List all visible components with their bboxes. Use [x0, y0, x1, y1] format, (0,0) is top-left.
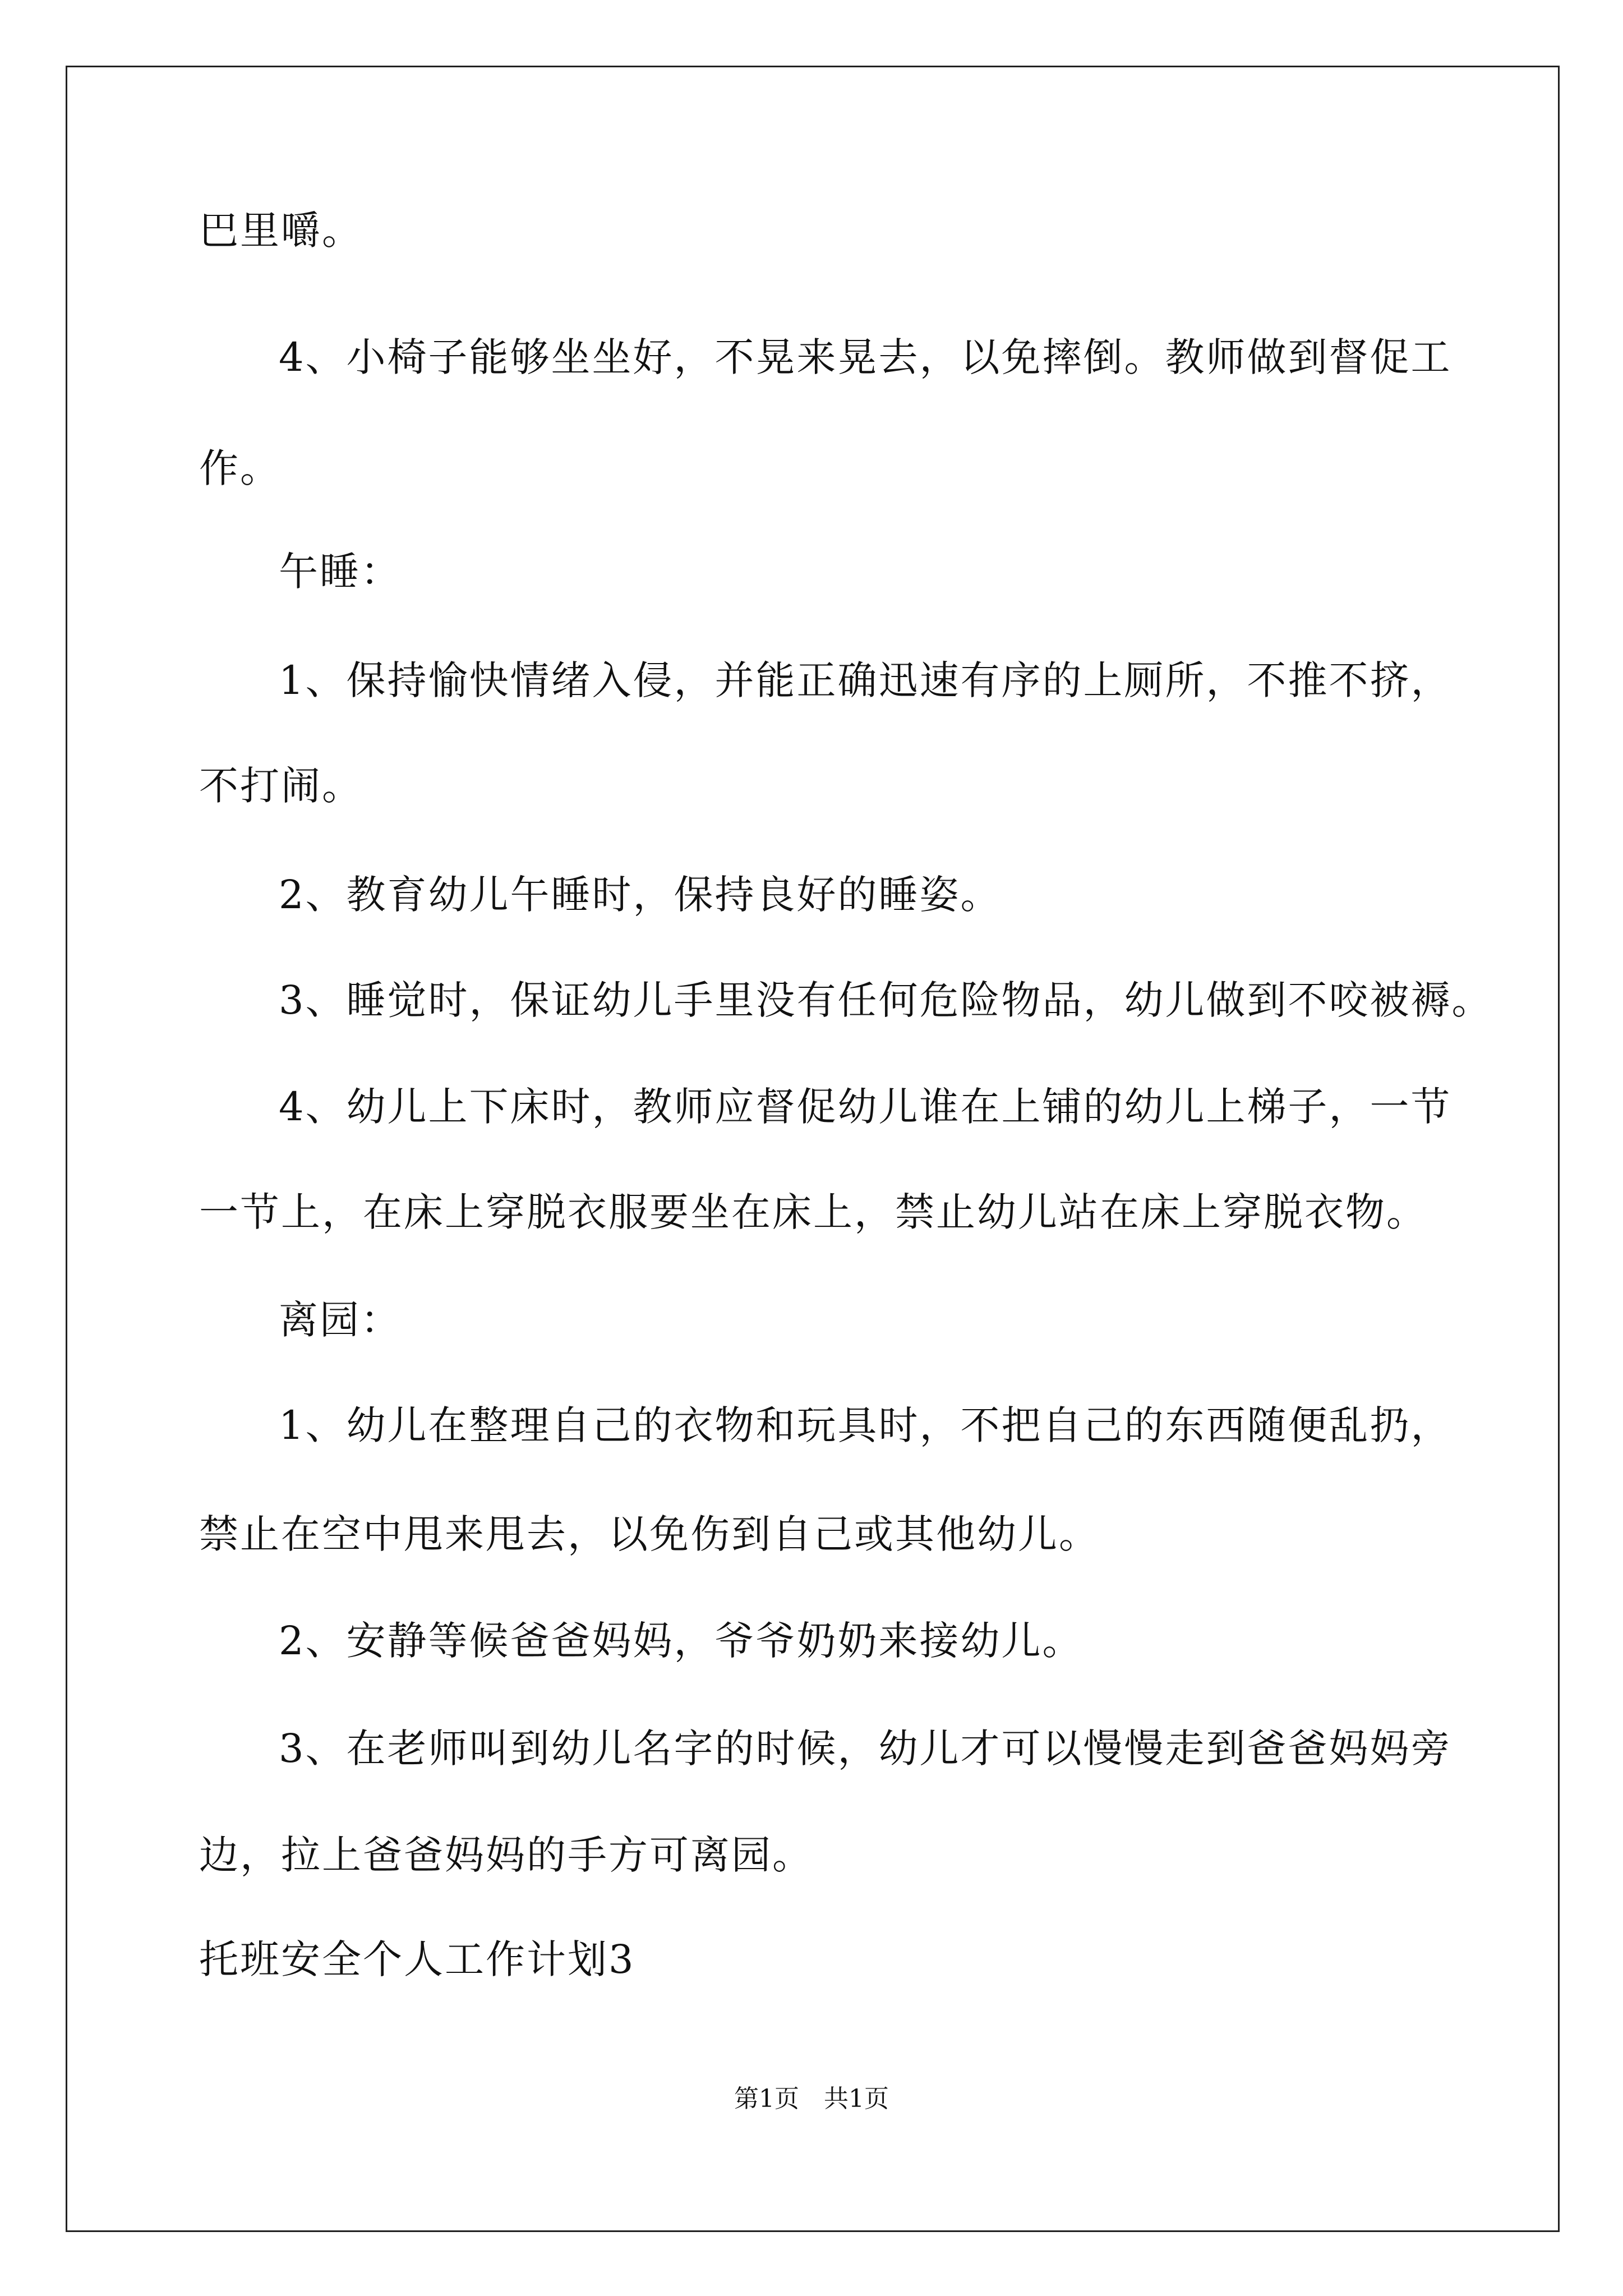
text-line: 不打闹。	[199, 763, 363, 809]
text-line: 一节上，在床上穿脱衣服要坐在床上，禁止幼儿站在床上穿脱衣物。	[199, 1189, 1427, 1235]
text-line: 1、幼儿在整理自己的衣物和玩具时，不把自己的东西随便乱扔，	[279, 1402, 1452, 1448]
text-line: 边，拉上爸爸妈妈的手方可离园。	[199, 1832, 813, 1878]
page-border	[66, 66, 1560, 2232]
text-line: 2、教育幼儿午睡时，保持良好的睡姿。	[279, 872, 1002, 918]
text-line: 作。	[199, 445, 281, 491]
section-heading: 离园：	[279, 1297, 402, 1343]
text-line: 2、安静等候爸爸妈妈，爷爷奶奶来接幼儿。	[279, 1618, 1083, 1664]
text-line: 3、睡觉时，保证幼儿手里没有任何危险物品，幼儿做到不咬被褥。	[279, 977, 1493, 1023]
text-line: 1、保持愉快情绪入侵，并能正确迅速有序的上厕所，不推不挤，	[279, 657, 1452, 703]
text-line: 3、在老师叫到幼儿名字的时候，幼儿才可以慢慢走到爸爸妈妈旁	[279, 1726, 1452, 1772]
page-footer: 第1页 共1页	[734, 2085, 889, 2113]
text-line: 4、幼儿上下床时，教师应督促幼儿谁在上铺的幼儿上梯子，一节	[279, 1084, 1452, 1130]
section-heading: 午睡：	[279, 549, 402, 595]
text-line: 巴里嚼。	[199, 208, 363, 254]
text-line: 4、小椅子能够坐坐好，不晃来晃去，以免摔倒。教师做到督促工	[279, 334, 1452, 380]
document-title: 托班安全个人工作计划3	[199, 1936, 635, 1982]
text-line: 禁止在空中甩来甩去，以免伤到自己或其他幼儿。	[199, 1511, 1100, 1557]
